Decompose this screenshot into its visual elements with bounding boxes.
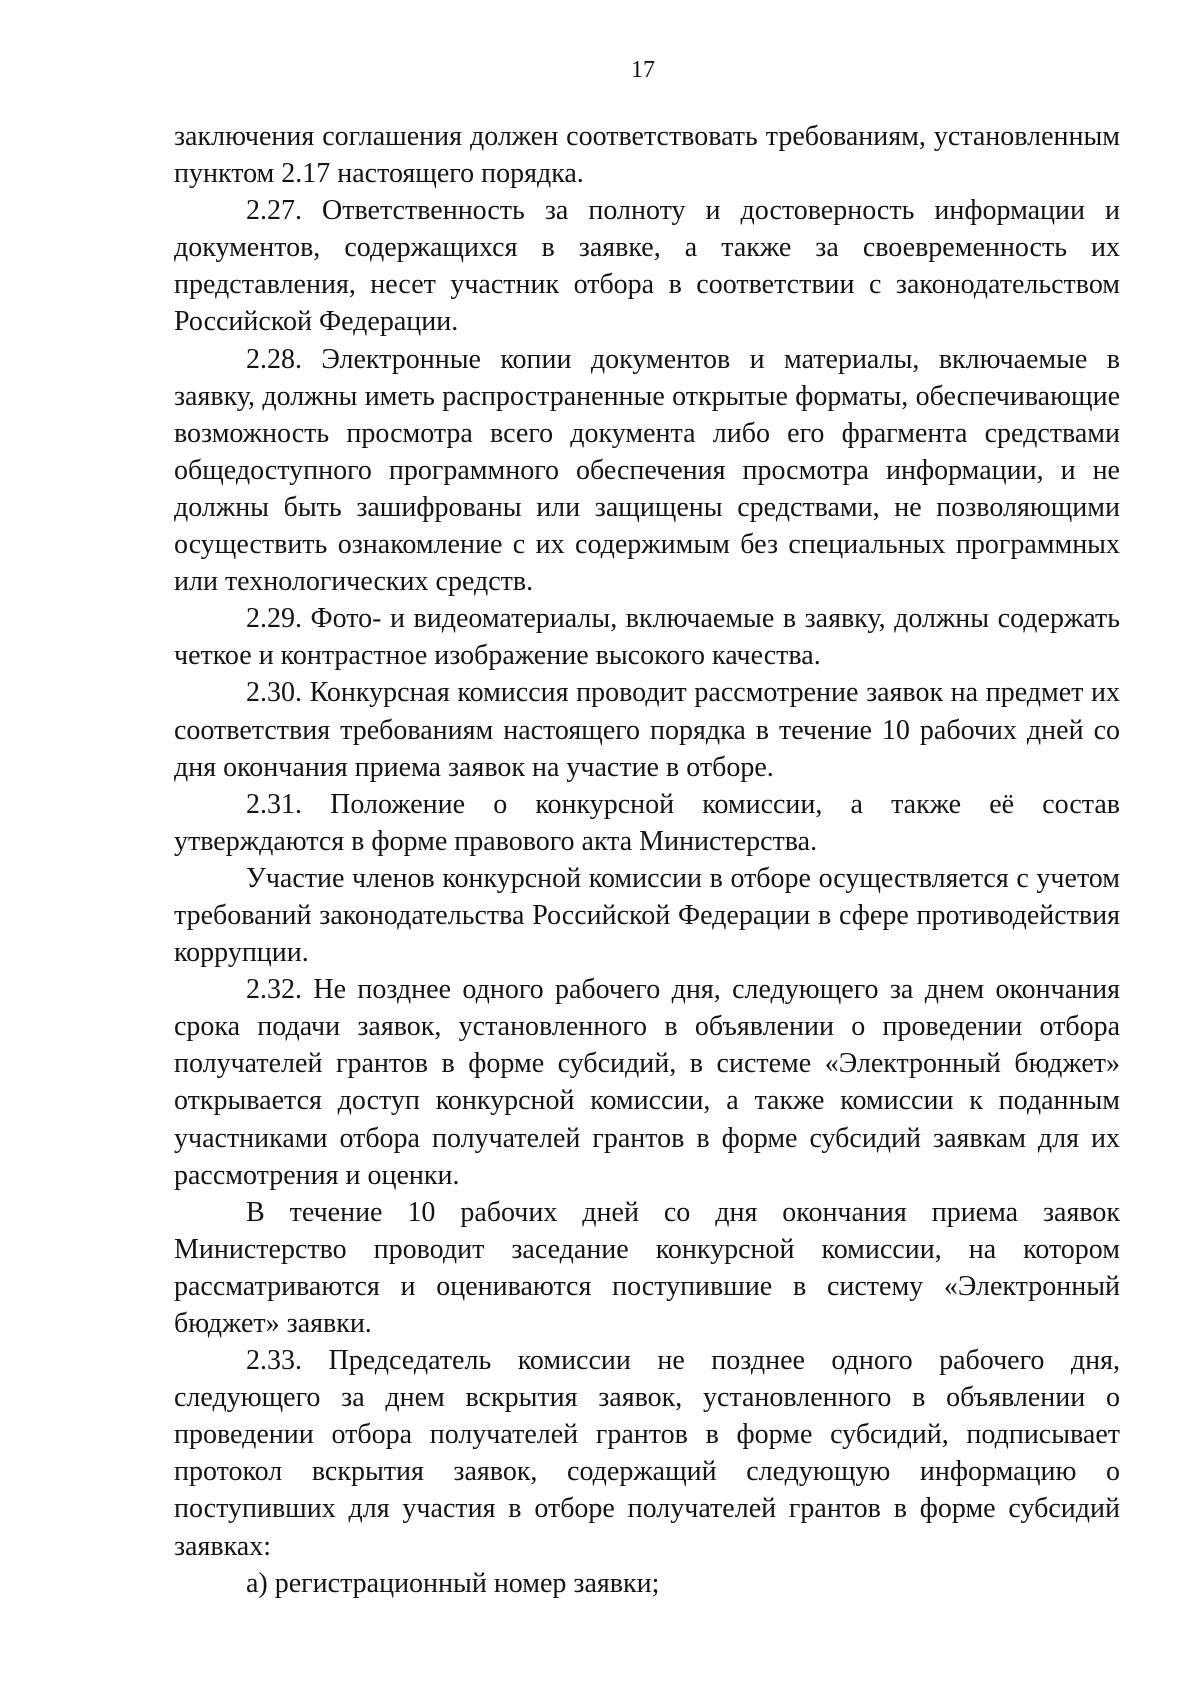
paragraph-2-30: 2.30. Конкурсная комиссия проводит рассмотрение заявок на предмет их соответствия требованиям настоящего порядка в течение 10 рабочих дней со дня окончания приема заявок на участие в отборе. bbox=[174, 677, 1120, 783]
paragraph-2-27: 2.27. Ответственность за полноту и достоверность информации и документов, содержащихся в заявке, а также за своевременность их представления, несет участник отбора в соответствии с законодательством Российской Федерации. bbox=[174, 195, 1120, 338]
paragraph-2-32: 2.32. Не позднее одного рабочего дня, следующего за днем окончания срока подачи заявок, установленного в объявлении о проведении отбора получателей грантов в форме субсидий, в системе «Электронный бюджет» открывается доступ конкурсной комиссии, а также комиссии к поданным участниками отбора получателей грантов в форме субсидий заявкам для их рассмотрения и оценки. bbox=[174, 974, 1120, 1191]
paragraph-2-29: 2.29. Фото- и видеоматериалы, включаемые в заявку, должны содержать четкое и контрастное изображение высокого качества. bbox=[174, 603, 1120, 672]
paragraph-2-28: 2.28. Электронные копии документов и материалы, включаемые в заявку, должны иметь распространенные открытые форматы, обеспечивающие возможность просмотра всего документа либо его фрагмента средствами общедоступного программного обеспечения просмотра информации, и не должны быть зашифрованы или защищены средствами, не позволяющими осуществить ознакомление с их содержимым без специальных программных или технологических средств. bbox=[174, 343, 1120, 598]
list-item-a: а) регистрационный номер заявки; bbox=[246, 1567, 660, 1599]
paragraph-2-33: 2.33. Председатель комиссии не позднее одного рабочего дня, следующего за днем вскрытия заявок, установленного в объявлении о проведении отбора получателей грантов в форме субсидий, подписывает протокол вскрытия заявок, содержащий следующую информацию о поступивших для участия в отборе получателей грантов в форме субсидий заявках: bbox=[174, 1345, 1120, 1562]
paragraph-continuation: заключения соглашения должен соответствовать требованиям, установленным пунктом 2.17 настоящего порядка. bbox=[174, 121, 1120, 190]
paragraph-2-31-participation: Участие членов конкурсной комиссии в отборе осуществляется с учетом требований законодательства Российской Федерации в сфере противодействия коррупции. bbox=[174, 862, 1120, 969]
paragraph-2-32-meeting: В течение 10 рабочих дней со дня окончания приема заявок Министерство проводит заседание конкурсной комиссии, на котором рассматриваются и оцениваются поступившие в систему «Электронный бюджет» заявки. bbox=[174, 1196, 1120, 1339]
paragraph-2-31: 2.31. Положение о конкурсной комиссии, а также её состав утверждаются в форме правового акта Министерства. bbox=[174, 788, 1120, 857]
page-number: 17 bbox=[631, 57, 655, 83]
document-body bbox=[174, 118, 1120, 1602]
